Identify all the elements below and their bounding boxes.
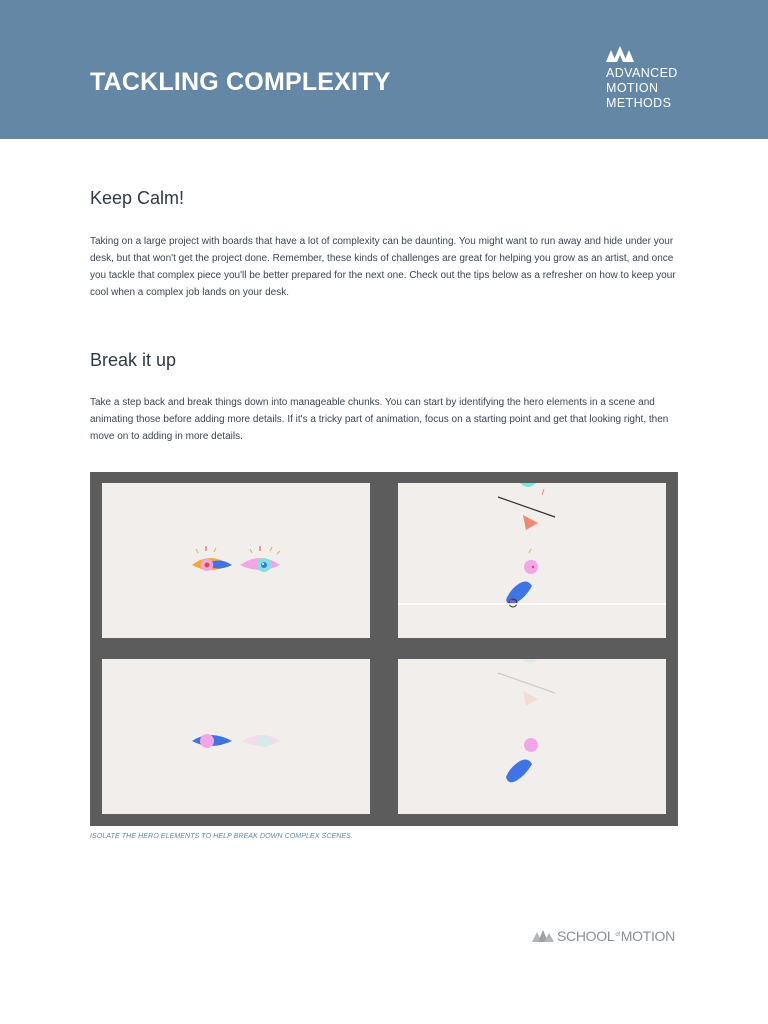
footer-brand-text bbox=[557, 928, 675, 944]
mountain-logo-icon bbox=[532, 930, 554, 942]
storyboard-panel-3 bbox=[102, 659, 370, 814]
section-heading-break-it-up: Break it up bbox=[90, 350, 177, 370]
storyboard-panel-2 bbox=[398, 483, 666, 638]
section-paragraph-keep-calm: Taking on a large project with boards that have a lot of complexity can be daunting. You might want to run away and hide under your desk, but that won't get the project done. Remember, these kinds of challenges are great for helping you grow as an artist, and once you tackle that complex piece you'll be better prepared for the next one. Check out the tips below as a refresher on how to keep your cool when a complex job lands on your desk. bbox=[90, 236, 676, 298]
brand-line: MOTION bbox=[606, 81, 659, 95]
hero-hand-icon bbox=[506, 760, 532, 783]
brand-name bbox=[606, 66, 726, 111]
advanced-motion-methods-logo-icon bbox=[606, 46, 634, 62]
isolated-eye-illustration bbox=[102, 659, 370, 814]
brand-line: METHODS bbox=[606, 96, 672, 110]
isolated-hero-illustration bbox=[398, 659, 666, 814]
page-title: TACKLING COMPLEXITY bbox=[90, 68, 391, 96]
figure-caption: ISOLATE THE HERO ELEMENTS TO HELP BREAK DOWN COMPLEX SCENES. bbox=[90, 833, 353, 840]
complex-scene-illustration bbox=[398, 483, 666, 638]
storyboard-figure bbox=[90, 472, 678, 826]
footer-brand-of: of bbox=[615, 932, 620, 938]
school-of-motion-logo bbox=[532, 928, 675, 944]
faded-eye-icon bbox=[242, 735, 280, 747]
brand-line: ADVANCED bbox=[606, 66, 678, 80]
eyes-illustration bbox=[102, 483, 370, 638]
storyboard-panel-1 bbox=[102, 483, 370, 638]
left-eye-icon bbox=[192, 546, 232, 571]
footer-brand-school: SCHOOL bbox=[557, 928, 615, 944]
hero-eye-icon bbox=[192, 734, 232, 748]
right-eye-icon bbox=[240, 546, 280, 572]
hero-ball-icon bbox=[524, 738, 538, 752]
footer-brand-motion: MOTION bbox=[620, 928, 675, 944]
section-paragraph-break-it-up: Take a step back and break things down into manageable chunks. You can start by identifying the hero elements in a scene and animating those before adding more details. If it's a tricky part of animation, focus on a starting point and get that looking right, then move on to adding in more details. bbox=[90, 397, 669, 442]
section-heading-keep-calm: Keep Calm! bbox=[90, 188, 185, 208]
storyboard-panel-4 bbox=[398, 659, 666, 814]
page-header bbox=[0, 0, 768, 139]
